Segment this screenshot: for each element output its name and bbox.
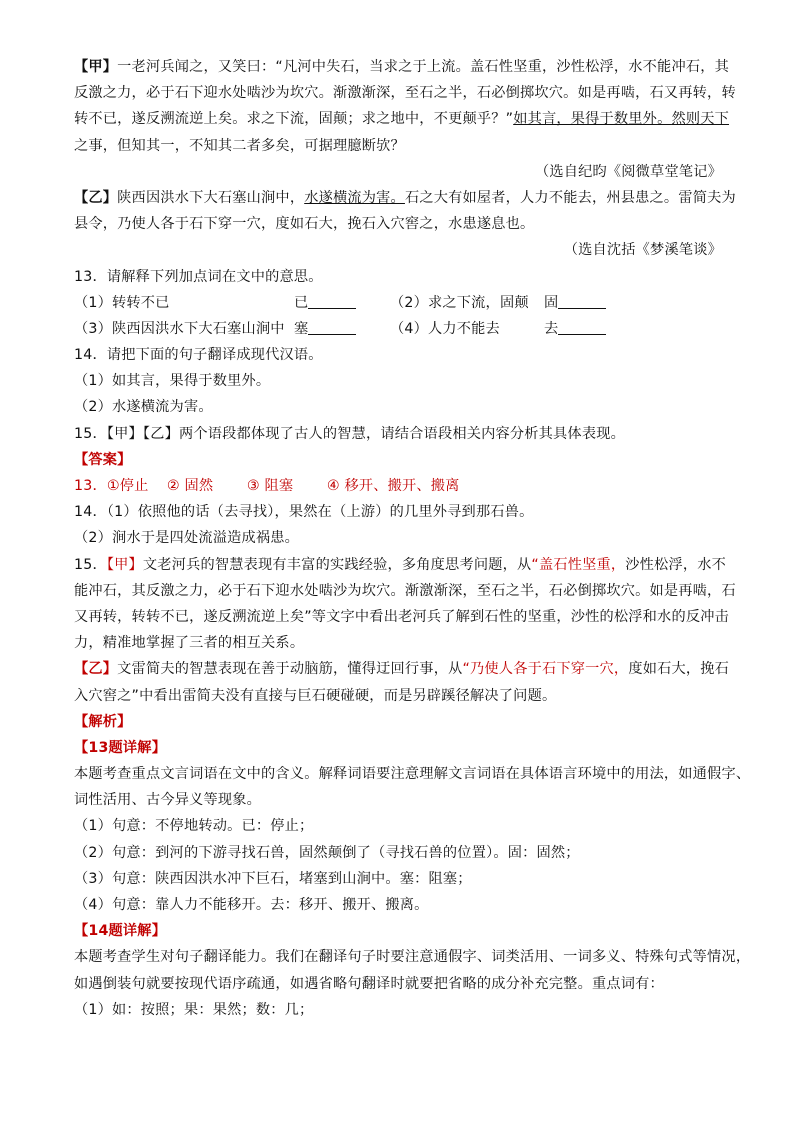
passage-jia-line-3: 转不已，遂反溯流逆上矣。求之下流，固颠；求之地中，不更颠乎？”如其言，果得于数里外。然则天下 xyxy=(74,111,730,128)
answer-15-line-3: 又再转，转转不已，遂反溯流逆上矣”等文字中看出老河兵了解到石性的坚重，沙性的松浮和水的反冲击 xyxy=(74,608,729,625)
answer-15-jia-tag: 【甲】 xyxy=(106,556,143,573)
passage-jia-line-2: 反激之力，必于石下迎水处啮沙为坎穴。渐激渐深，至石之半，石必倒掷坎穴。如是再啮，石又再转，转 xyxy=(74,85,736,102)
passage-yi-source: （选自沈括《梦溪笔谈》 xyxy=(563,242,722,259)
question-13-row-2: （3）陕西因洪水下大石塞山涧中 塞 （4）人力不能去 去 xyxy=(74,316,722,342)
analysis-label: 【解析】 xyxy=(74,713,132,730)
passage-jia-line-1: 【甲】一老河兵闻之，又笑曰：“凡河中失石，当求之于上流。盖石性坚重，沙性松浮，水不能冲石，其 xyxy=(74,59,729,75)
answer-15-yi-line-2: 入穴窖之”中看出雷简夫没有直接与巨石硬碰硬，而是另辟蹊径解决了问题。 xyxy=(74,687,557,704)
question-13-row-1: （1）转转不已 已 （2）求之下流，固颠 固 xyxy=(74,290,722,316)
answer-14-2: （2）涧水于是四处流溢造成祸患。 xyxy=(74,530,300,547)
analysis-14-line-1: 本题考查学生对句子翻译能力。我们在翻译句子时要注意通假字、词类活用、一词多义、特殊句式等情况， xyxy=(74,949,751,966)
passage-yi-line-1: 【乙】陕西因洪水下大石塞山涧中，水遂横流为害。石之大有如屋者，人力不能去，州县患之。雷简夫为 xyxy=(74,189,736,206)
analysis-13-line-1: 本题考查重点文言词语在文中的含义。解释词语要注意理解文言词语在具体语言环境中的用法，如通假字、 xyxy=(74,766,751,783)
answer-blank[interactable] xyxy=(558,320,606,335)
analysis-14-label: 【14题详解】 xyxy=(74,923,167,940)
passage-jia-tag: 【甲】 xyxy=(74,59,118,75)
answer-blank[interactable] xyxy=(308,294,356,309)
document-page xyxy=(74,54,751,1023)
question-14-item-1: （1）如其言，果得于数里外。 xyxy=(74,373,271,390)
analysis-13-item-3: （3）句意：陕西因洪水冲下巨石，堵塞到山涧中。塞：阻塞； xyxy=(74,870,472,887)
analysis-14-line-3: （1）如：按照；果：果然；数：几； xyxy=(74,1001,314,1018)
passage-yi-line-2: 县令，乃使人各于石下穿一穴，度如石大，挽石入穴窖之，水患遂息也。 xyxy=(74,216,535,233)
answer-blank[interactable] xyxy=(308,320,356,335)
question-13: 13．请解释下列加点词在文中的意思。 xyxy=(74,268,323,285)
passage-yi-tag: 【乙】 xyxy=(74,189,118,206)
analysis-13-label: 【13题详解】 xyxy=(74,739,167,756)
analysis-14-line-2: 如遇倒装句就要按现代语序疏通，如遇省略句翻译时就要把省略的成分补充完整。重点词有： xyxy=(74,975,664,992)
answer-15-line-1: 15．【甲】文老河兵的智慧表现有丰富的实践经验，多角度思考问题，从“盖石性坚重，沙性松浮，水不 xyxy=(74,556,726,573)
analysis-13-line-2: 词性活用、古今异义等现象。 xyxy=(74,792,262,809)
underlined-sentence: 如其言，果得于数里外。 xyxy=(513,111,672,128)
passage-jia-line-4: 之事，但知其一，不知其二者多矣，可据理臆断欤？ xyxy=(74,137,405,154)
passage-jia-source: （选自纪昀《阅微草堂笔记》 xyxy=(534,163,722,180)
analysis-13-item-2: （2）句意：到河的下游寻找石兽，固然颠倒了（寻找石兽的位置）。固：固然； xyxy=(74,844,580,861)
answer-15-yi-tag: 【乙】 xyxy=(74,661,118,678)
answer-15-yi-line-1: 【乙】文雷简夫的智慧表现在善于动脑筋，懂得迂回行事，从“乃使人各于石下穿一穴，度如石大，挽石 xyxy=(74,661,730,678)
question-15: 15．【甲】【乙】两个语段都体现了古人的智慧，请结合语段相关内容分析其具体表现。 xyxy=(74,425,625,442)
answer-14-1: 14．（1）依照他的话（去寻找），果然在（上游）的几里外寻到那石兽。 xyxy=(74,504,534,521)
answer-blank[interactable] xyxy=(558,294,606,309)
answer-15-line-4: 力，精准地掌握了三者的相互关系。 xyxy=(74,635,305,652)
analysis-13-item-4: （4）句意：靠人力不能移开。去：移开、搬开、搬离。 xyxy=(74,897,429,913)
question-14-item-2: （2）水遂横流为害。 xyxy=(74,399,213,416)
underlined-sentence-tail: 然则天下 xyxy=(671,111,730,128)
answer-13: 13．①停止 ② 固然 ③ 阻塞 ④ 移开、搬开、搬离 xyxy=(74,478,460,494)
question-14: 14．请把下面的句子翻译成现代汉语。 xyxy=(74,347,323,364)
underlined-sentence: 水遂横流为害。 xyxy=(304,189,405,206)
answer-15-line-2: 能冲石，其反激之力，必于石下迎水处啮沙为坎穴。渐激渐深，至石之半，石必倒掷坎穴。如是再啮，石 xyxy=(74,582,736,599)
answer-label: 【答案】 xyxy=(74,451,132,468)
analysis-13-item-1: （1）句意：不停地转动。已：停止； xyxy=(74,818,314,835)
